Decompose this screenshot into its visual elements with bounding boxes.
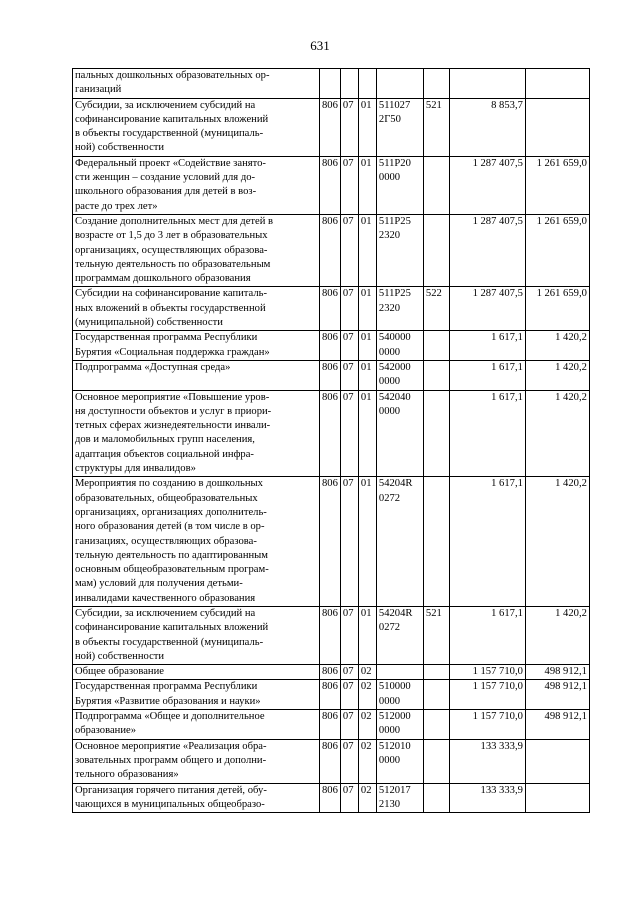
row-subsection-cell xyxy=(358,331,376,361)
row-section-cell xyxy=(340,390,358,477)
row-amount-1-cell xyxy=(449,665,525,680)
row-amount-1-cell xyxy=(449,606,525,664)
row-amount-2-cell xyxy=(525,710,589,740)
row-amount-2-cell xyxy=(525,331,589,361)
row-section-cell xyxy=(340,477,358,607)
row-amount-1-text: 1 157 710,0 xyxy=(472,711,523,723)
row-amount-2-text: 1 420,2 xyxy=(555,361,587,373)
row-amount-1-cell xyxy=(449,214,525,286)
row-subsection-cell xyxy=(358,710,376,740)
row-amount-1-text: 1 157 710,0 xyxy=(472,666,523,678)
row-grbs-cell xyxy=(320,214,341,286)
row-target-article-text: 511027 2Г50 xyxy=(378,99,411,125)
row-target-article-cell xyxy=(376,477,423,607)
row-expense-type-cell xyxy=(423,739,449,783)
row-name-text: Общее образование xyxy=(75,666,164,678)
row-grbs-text: 806 xyxy=(322,157,338,169)
row-subsection-cell xyxy=(358,360,376,390)
row-subsection-cell xyxy=(358,606,376,664)
row-amount-2-cell xyxy=(525,156,589,214)
row-target-article-cell xyxy=(376,390,423,477)
row-amount-2-cell xyxy=(525,98,589,156)
row-name-cell xyxy=(73,665,320,680)
row-grbs-cell xyxy=(320,477,341,607)
row-expense-type-text: 521 xyxy=(425,607,442,619)
row-subsection-cell xyxy=(358,214,376,286)
row-target-article-text: 512010 0000 xyxy=(378,740,411,766)
row-amount-1-cell xyxy=(449,156,525,214)
row-subsection-cell xyxy=(358,739,376,783)
row-section-cell xyxy=(340,98,358,156)
row-expense-type-cell xyxy=(423,680,449,710)
row-subsection-text: 02 xyxy=(360,784,372,796)
row-amount-1-text: 8 853,7 xyxy=(491,99,523,111)
row-subsection-text: 02 xyxy=(360,681,372,693)
budget-table-body xyxy=(73,69,590,813)
row-amount-2-text: 498 912,1 xyxy=(544,666,587,678)
row-grbs-cell xyxy=(320,680,341,710)
row-name-cell xyxy=(73,331,320,361)
row-subsection-cell xyxy=(358,98,376,156)
row-grbs-text: 806 xyxy=(322,99,338,111)
row-target-article-cell xyxy=(376,783,423,813)
row-target-article-cell xyxy=(376,739,423,783)
row-subsection-text: 01 xyxy=(360,215,372,227)
row-grbs-cell xyxy=(320,69,341,99)
row-name-cell xyxy=(73,390,320,477)
row-subsection-cell xyxy=(358,680,376,710)
row-subsection-text: 01 xyxy=(360,332,372,344)
row-subsection-text: 02 xyxy=(360,666,372,678)
row-grbs-cell xyxy=(320,360,341,390)
row-section-cell xyxy=(340,287,358,331)
row-subsection-cell xyxy=(358,69,376,99)
row-amount-1-text: 1 157 710,0 xyxy=(472,681,523,693)
row-grbs-cell xyxy=(320,665,341,680)
row-grbs-cell xyxy=(320,783,341,813)
row-amount-2-text: 1 261 659,0 xyxy=(536,157,587,169)
row-amount-1-text: 1 617,1 xyxy=(491,607,523,619)
row-grbs-text: 806 xyxy=(322,681,338,693)
row-grbs-text: 806 xyxy=(322,288,338,300)
row-section-cell xyxy=(340,156,358,214)
row-amount-1-cell xyxy=(449,680,525,710)
row-target-article-text: 542040 0000 xyxy=(378,391,411,417)
row-grbs-text: 806 xyxy=(322,361,338,373)
row-target-article-text: 511P25 2320 xyxy=(378,215,411,242)
row-subsection-text: 01 xyxy=(360,391,372,403)
row-grbs-text: 806 xyxy=(322,784,338,796)
row-target-article-cell xyxy=(376,331,423,361)
row-subsection-cell xyxy=(358,477,376,607)
row-expense-type-text: 521 xyxy=(425,99,442,111)
row-target-article-cell xyxy=(376,287,423,331)
row-amount-1-text: 1 617,1 xyxy=(491,478,523,490)
row-name-cell xyxy=(73,739,320,783)
row-section-text: 07 xyxy=(342,607,354,619)
row-amount-2-text: 1 420,2 xyxy=(555,391,587,403)
row-target-article-cell xyxy=(376,710,423,740)
row-subsection-text: 02 xyxy=(360,711,372,723)
row-amount-1-cell xyxy=(449,360,525,390)
row-amount-2-cell xyxy=(525,680,589,710)
row-target-article-text: 540000 0000 xyxy=(378,332,411,358)
row-section-text: 07 xyxy=(342,711,354,723)
row-grbs-cell xyxy=(320,156,341,214)
row-target-article-cell xyxy=(376,680,423,710)
table-row xyxy=(73,665,590,680)
row-grbs-text: 806 xyxy=(322,391,338,403)
row-amount-1-cell xyxy=(449,331,525,361)
row-name-cell xyxy=(73,69,320,99)
row-section-text: 07 xyxy=(342,157,354,169)
row-grbs-text: 806 xyxy=(322,666,338,678)
row-amount-1-cell xyxy=(449,739,525,783)
row-amount-2-text: 1 420,2 xyxy=(555,607,587,619)
row-amount-1-text: 1 287 407,5 xyxy=(472,288,523,300)
row-grbs-text: 806 xyxy=(322,478,338,490)
row-grbs-cell xyxy=(320,287,341,331)
row-amount-2-cell xyxy=(525,360,589,390)
row-expense-type-cell xyxy=(423,477,449,607)
row-section-text: 07 xyxy=(342,215,354,227)
row-amount-1-cell xyxy=(449,69,525,99)
row-name-text: пальных дошкольных образовательных ор- ганизаций xyxy=(75,70,270,96)
row-name-cell xyxy=(73,98,320,156)
row-expense-type-cell xyxy=(423,783,449,813)
budget-table xyxy=(72,68,590,813)
row-name-text: Государственная программа Республики Бурятия «Социальная поддержка граждан» xyxy=(75,332,270,358)
row-name-cell xyxy=(73,156,320,214)
row-expense-type-cell xyxy=(423,69,449,99)
row-expense-type-cell xyxy=(423,390,449,477)
table-row xyxy=(73,331,590,361)
row-target-article-cell xyxy=(376,69,423,99)
row-name-cell xyxy=(73,710,320,740)
row-grbs-text: 806 xyxy=(322,607,338,619)
row-amount-1-cell xyxy=(449,477,525,607)
row-subsection-text: 01 xyxy=(360,478,372,490)
row-amount-1-cell xyxy=(449,390,525,477)
row-amount-2-text: 1 420,2 xyxy=(555,478,587,490)
row-grbs-cell xyxy=(320,710,341,740)
row-target-article-text: 511P20 0000 xyxy=(378,157,411,184)
row-name-text: Подпрограмма «Общее и дополнительное образование» xyxy=(75,711,265,737)
row-section-cell xyxy=(340,606,358,664)
row-expense-type-cell xyxy=(423,156,449,214)
row-expense-type-cell xyxy=(423,98,449,156)
row-name-text: Субсидии на софинансирование капиталь- ных вложений в объекты государственной (муниципальной) собственности xyxy=(75,288,267,329)
row-section-text: 07 xyxy=(342,99,354,111)
row-target-article-text: 54204R 0272 xyxy=(378,607,413,634)
row-target-article-cell xyxy=(376,360,423,390)
row-amount-2-text: 1 420,2 xyxy=(555,332,587,344)
row-grbs-cell xyxy=(320,606,341,664)
row-amount-2-text: 1 261 659,0 xyxy=(536,288,587,300)
table-row xyxy=(73,390,590,477)
row-subsection-cell xyxy=(358,156,376,214)
row-amount-2-cell xyxy=(525,606,589,664)
row-subsection-text: 01 xyxy=(360,157,372,169)
row-section-text: 07 xyxy=(342,361,354,373)
row-section-text: 07 xyxy=(342,391,354,403)
row-name-text: Субсидии, за исключением субсидий на софинансирование капитальных вложений в объекты государственной (муниципаль- ной) собственности xyxy=(75,607,269,662)
row-amount-2-cell xyxy=(525,739,589,783)
table-row xyxy=(73,783,590,813)
row-grbs-text: 806 xyxy=(322,711,338,723)
row-section-text: 07 xyxy=(342,784,354,796)
row-name-cell xyxy=(73,477,320,607)
row-name-text: Организация горячего питания детей, обу- чающихся в муниципальных общеобразо- xyxy=(75,784,267,810)
row-grbs-text: 806 xyxy=(322,332,338,344)
row-name-text: Субсидии, за исключением субсидий на софинансирование капитальных вложений в объекты государственной (муниципаль- ной) собственности xyxy=(75,99,269,154)
row-name-cell xyxy=(73,214,320,286)
row-grbs-cell xyxy=(320,98,341,156)
row-expense-type-cell xyxy=(423,606,449,664)
row-section-cell xyxy=(340,360,358,390)
row-section-text: 07 xyxy=(342,681,354,693)
table-row xyxy=(73,98,590,156)
row-amount-2-cell xyxy=(525,287,589,331)
row-amount-1-cell xyxy=(449,710,525,740)
row-name-cell xyxy=(73,680,320,710)
table-row xyxy=(73,606,590,664)
row-expense-type-cell xyxy=(423,665,449,680)
row-name-text: Создание дополнительных мест для детей в возрасте от 1,5 до 3 лет в образовательных организациях, осуществляющих образова- тельную деятельность по образовательным программам дошкольного образования xyxy=(75,215,274,285)
row-amount-1-cell xyxy=(449,783,525,813)
row-name-text: Основное мероприятие «Реализация обра- зовательных программ общего и дополни- тельного образования» xyxy=(75,740,267,781)
row-section-text: 07 xyxy=(342,478,354,490)
row-amount-1-text: 1 287 407,5 xyxy=(472,157,523,169)
row-name-cell xyxy=(73,360,320,390)
table-row xyxy=(73,710,590,740)
row-grbs-cell xyxy=(320,390,341,477)
row-section-cell xyxy=(340,665,358,680)
row-subsection-text: 01 xyxy=(360,361,372,373)
table-row xyxy=(73,69,590,99)
row-amount-2-text: 498 912,1 xyxy=(544,681,587,693)
row-target-article-cell xyxy=(376,606,423,664)
row-amount-2-cell xyxy=(525,665,589,680)
row-amount-2-text: 1 261 659,0 xyxy=(536,215,587,227)
row-target-article-cell xyxy=(376,665,423,680)
row-section-cell xyxy=(340,783,358,813)
row-amount-1-text: 133 333,9 xyxy=(480,784,523,796)
page-number: 631 xyxy=(310,38,330,53)
row-target-article-text: 510000 0000 xyxy=(378,681,411,707)
table-row xyxy=(73,360,590,390)
row-target-article-cell xyxy=(376,98,423,156)
table-row xyxy=(73,477,590,607)
row-target-article-cell xyxy=(376,214,423,286)
table-row xyxy=(73,739,590,783)
row-section-text: 07 xyxy=(342,288,354,300)
row-amount-1-text: 1 617,1 xyxy=(491,391,523,403)
table-row xyxy=(73,680,590,710)
row-grbs-cell xyxy=(320,331,341,361)
row-amount-1-text: 1 617,1 xyxy=(491,361,523,373)
row-amount-2-cell xyxy=(525,477,589,607)
row-name-text: Основное мероприятие «Повышение уров- ня доступности объектов и услуг в приори- тетных сферах жизнедеятельности инвали- дов и маломобильных групп населения, адаптация объектов социальной инфра- структуры для инвалидов» xyxy=(75,391,272,475)
row-subsection-text: 02 xyxy=(360,740,372,752)
row-amount-2-cell xyxy=(525,783,589,813)
row-target-article-text: 512017 2130 xyxy=(378,784,411,810)
row-section-cell xyxy=(340,214,358,286)
row-target-article-cell xyxy=(376,156,423,214)
row-target-article-text: 54204R 0272 xyxy=(378,478,413,504)
row-amount-1-cell xyxy=(449,98,525,156)
row-expense-type-cell xyxy=(423,214,449,286)
row-name-text: Федеральный проект «Содействие занято- сти женщин – создание условий для до- школьного образования для детей в воз- расте до трех лет» xyxy=(75,157,266,212)
row-amount-2-cell xyxy=(525,214,589,286)
row-section-text: 07 xyxy=(342,332,354,344)
row-amount-1-text: 133 333,9 xyxy=(480,740,523,752)
row-target-article-text: 511P25 2320 xyxy=(378,288,411,314)
row-amount-1-text: 1 287 407,5 xyxy=(472,215,523,227)
row-expense-type-cell xyxy=(423,360,449,390)
row-name-cell xyxy=(73,783,320,813)
row-section-cell xyxy=(340,710,358,740)
row-expense-type-cell xyxy=(423,710,449,740)
row-section-cell xyxy=(340,331,358,361)
row-target-article-text: 542000 0000 xyxy=(378,361,411,388)
row-expense-type-text: 522 xyxy=(425,288,442,300)
row-name-cell xyxy=(73,287,320,331)
row-section-text: 07 xyxy=(342,666,354,678)
row-subsection-cell xyxy=(358,287,376,331)
table-row xyxy=(73,287,590,331)
row-amount-1-text: 1 617,1 xyxy=(491,332,523,344)
row-grbs-text: 806 xyxy=(322,740,338,752)
row-name-text: Государственная программа Республики Бурятия «Развитие образования и науки» xyxy=(75,681,261,707)
row-section-cell xyxy=(340,739,358,783)
table-row xyxy=(73,214,590,286)
row-name-cell xyxy=(73,606,320,664)
row-subsection-cell xyxy=(358,390,376,477)
row-subsection-cell xyxy=(358,783,376,813)
row-expense-type-cell xyxy=(423,331,449,361)
row-amount-2-cell xyxy=(525,69,589,99)
row-grbs-text: 806 xyxy=(322,215,338,227)
row-name-text: Мероприятия по созданию в дошкольных образовательных, общеобразовательных организациях, организациях дополнитель- ного образования детей (в том числе в ор- ганизациях, осуществляющих образова- тельную деятельность по адаптированным основным общеобразовательным програм- мам) условий для получения детьми- инвалидами качественного образования xyxy=(75,478,269,604)
row-subsection-text: 01 xyxy=(360,288,372,300)
row-expense-type-cell xyxy=(423,287,449,331)
row-subsection-cell xyxy=(358,665,376,680)
row-amount-2-text: 498 912,1 xyxy=(544,711,587,723)
row-subsection-text: 01 xyxy=(360,607,372,619)
row-section-cell xyxy=(340,680,358,710)
table-row xyxy=(73,156,590,214)
row-section-text: 07 xyxy=(342,740,354,752)
row-amount-2-cell xyxy=(525,390,589,477)
row-section-cell xyxy=(340,69,358,99)
row-grbs-cell xyxy=(320,739,341,783)
row-name-text: Подпрограмма «Доступная среда» xyxy=(75,361,231,373)
row-subsection-text: 01 xyxy=(360,99,372,111)
row-amount-1-cell xyxy=(449,287,525,331)
row-target-article-text: 512000 0000 xyxy=(378,711,411,737)
